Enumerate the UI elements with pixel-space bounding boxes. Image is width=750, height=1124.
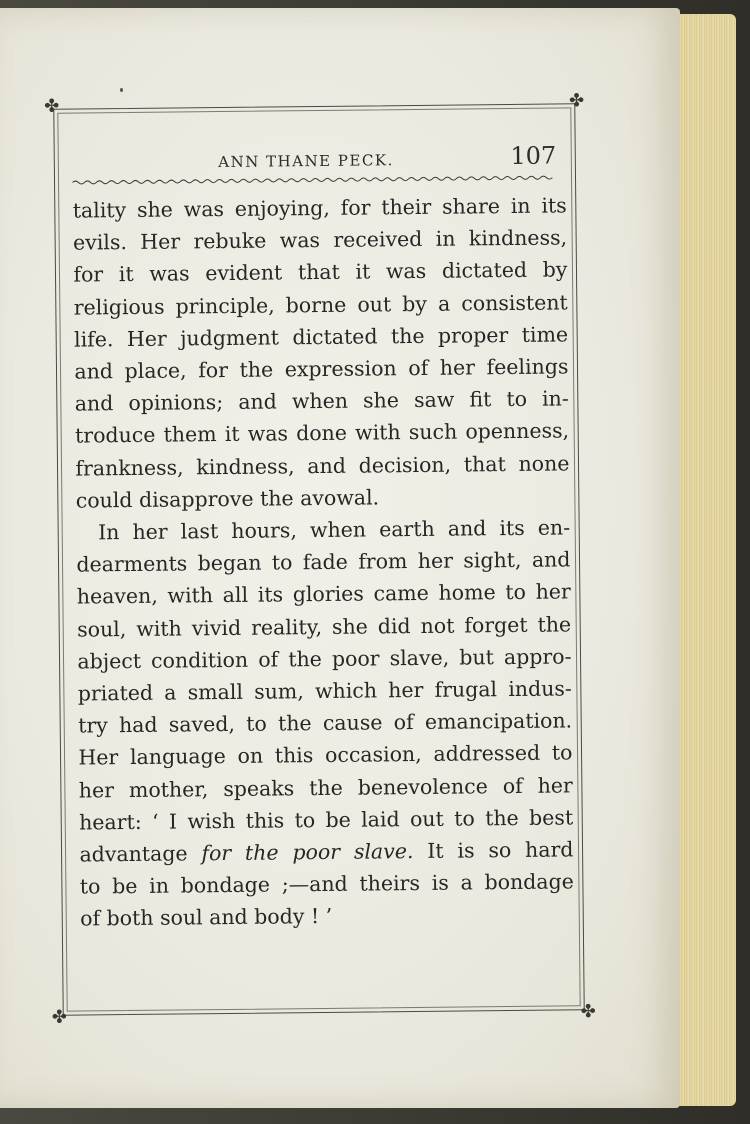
text-line: and opinions; and when she saw fit to in- — [74, 386, 569, 416]
paragraph — [76, 511, 574, 935]
text-line: for it was evident that it was dictated by — [73, 257, 568, 287]
running-head: ANN THANE PECK. — [218, 151, 394, 172]
text-line: abject condition of the poor slave, but appro- — [77, 644, 572, 674]
text-line: and place, for the expression of her feelings — [74, 354, 569, 384]
wavy-rule-divider — [72, 174, 552, 187]
italic-phrase: for the poor slave. — [201, 839, 414, 866]
text-line: tality she was enjoying, for their share in its — [72, 193, 567, 223]
text-line: evils. Her rebuke was received in kindness, — [72, 225, 568, 255]
text-line: her mother, speaks the benevolence of her — [78, 773, 573, 803]
page-content — [72, 135, 574, 935]
text-line: troduce them it was done with such openness, — [74, 418, 570, 448]
text-fragment: advantage — [79, 841, 202, 867]
corner-ornament-icon: ✤ — [44, 95, 60, 117]
text-line: to be in bondage ;—and theirs is a bondage — [79, 869, 574, 899]
corner-ornament-icon: ✤ — [569, 90, 585, 112]
text-fragment: It is so hard — [413, 837, 574, 864]
text-line: Her language on this occasion, addressed to — [78, 740, 573, 771]
text-line: of both soul and body ! ’ — [80, 904, 333, 932]
page-header — [72, 135, 566, 180]
text-line — [79, 833, 573, 870]
corner-ornament-icon: ✤ — [51, 1006, 67, 1028]
text-line: priated a small sum, which her frugal indus- — [77, 676, 572, 706]
text-line: In her last hours, when earth and its en- — [97, 515, 571, 545]
text-line: soul, with vivid reality, she did not forget the — [77, 612, 572, 642]
text-line: heart: ‘ I wish this to be laid out to the best — [79, 805, 574, 835]
text-line: frankness, kindness, and decision, that none — [75, 451, 570, 481]
text-line: life. Her judgment dictated the proper time — [73, 322, 569, 352]
text-line: try had saved, to the cause of emancipation. — [78, 708, 573, 738]
body-text — [73, 189, 575, 935]
text-line: dearments began to fade from her sight, and — [76, 547, 571, 577]
text-line: religious principle, borne out by a consistent — [73, 290, 568, 320]
corner-ornament-icon: ✤ — [580, 1001, 596, 1023]
paragraph — [73, 189, 570, 516]
dust-speck — [120, 88, 123, 92]
page-number: 107 — [510, 141, 557, 170]
text-line: heaven, with all its glories came home to her — [76, 579, 571, 609]
text-line: could disapprove the avowal. — [75, 485, 380, 513]
book-page — [0, 8, 680, 1108]
